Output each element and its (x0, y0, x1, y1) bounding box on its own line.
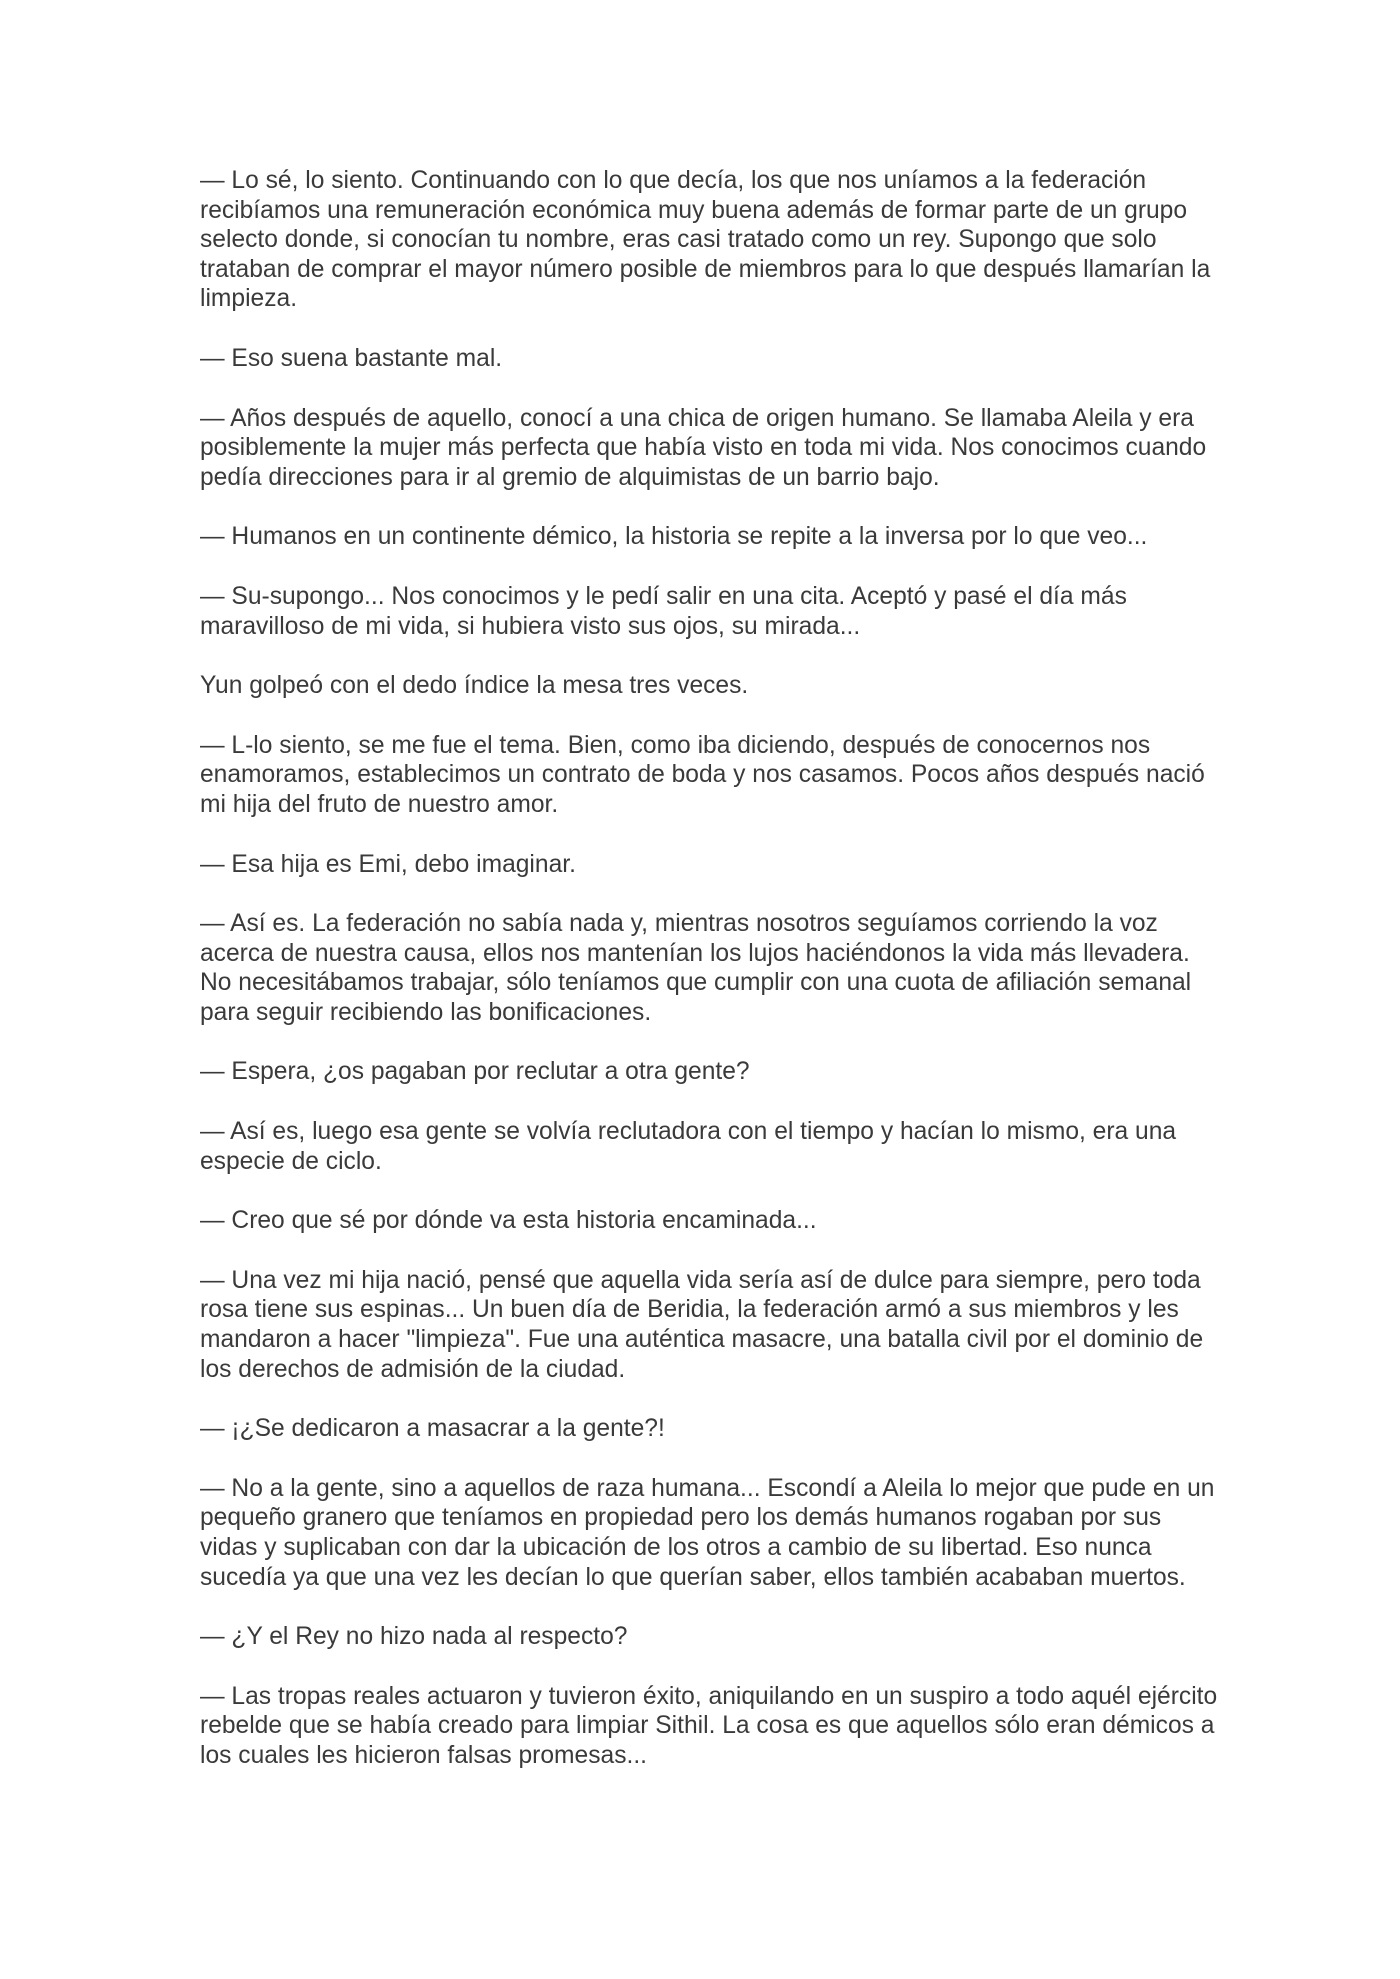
paragraph-8: — Esa hija es Emi, debo imaginar. (200, 850, 576, 878)
paragraph-15: — No a la gente, sino a aquellos de raza humana... Escondí a Aleila lo mejor que pude en un pequeño granero que teníamos en propiedad pero los demás humanos rogaban por sus vidas y suplicaban con dar la ubicación de los otros a cambio de su libertad. Eso nunca sucedía ya que una vez les decían lo que querían saber, ellos también acababan muertos. (200, 1474, 1215, 1591)
document-page (200, 166, 1220, 1801)
paragraph-7: — L-lo siento, se me fue el tema. Bien, como iba diciendo, después de conocernos nos enamoramos, establecimos un contrato de boda y nos casamos. Pocos años después nació mi hija del fruto de nuestro amor. (200, 731, 1205, 818)
paragraph-6: Yun golpeó con el dedo índice la mesa tres veces. (200, 672, 749, 700)
paragraph-2: — Eso suena bastante mal. (200, 344, 503, 372)
paragraph-17: — Las tropas reales actuaron y tuvieron éxito, aniquilando en un suspiro a todo aquél ejército rebelde que se había creado para limpiar Sithil. La cosa es que aquellos sólo eran démicos a los cuales les hicieron falsas promesas... (200, 1682, 1218, 1769)
paragraph-5: — Su-supongo... Nos conocimos y le pedí salir en una cita. Aceptó y pasé el día más maravilloso de mi vida, si hubiera visto sus ojos, su mirada... (200, 582, 1127, 640)
paragraph-13: — Una vez mi hija nació, pensé que aquella vida sería así de dulce para siempre, pero toda rosa tiene sus espinas... Un buen día de Beridia, la federación armó a sus miembros y les mandaron a hacer "limpieza". Fue una auténtica masacre, una batalla civil por el dominio de los derechos de admisión de la ciudad. (200, 1266, 1204, 1383)
paragraph-14: — ¡¿Se dedicaron a masacrar a la gente?! (200, 1415, 665, 1443)
paragraph-11: — Así es, luego esa gente se volvía reclutadora con el tiempo y hacían lo mismo, era una especie de ciclo. (200, 1118, 1177, 1175)
paragraph-9: — Así es. La federación no sabía nada y, mientras nosotros seguíamos corriendo la voz acerca de nuestra causa, ellos nos mantenían los lujos haciéndonos la vida más llevadera. No necesitábamos trabajar, sólo teníamos que cumplir con una cuota de afiliación semanal para seguir recibiendo las bonificaciones. (200, 910, 1192, 1026)
paragraph-12: — Creo que sé por dónde va esta historia encaminada... (200, 1207, 817, 1235)
paragraph-3: — Años después de aquello, conocí a una chica de origen humano. Se llamaba Aleila y era posiblemente la mujer más perfecta que había visto en toda mi vida. Nos conocimos cuando pedía direcciones para ir al gremio de alquimistas de un barrio bajo. (200, 404, 1207, 491)
paragraph-10: — Espera, ¿os pagaban por reclutar a otra gente? (200, 1058, 750, 1086)
paragraph-4: — Humanos en un continente démico, la historia se repite a la inversa por lo que veo... (200, 523, 1148, 551)
paragraph-16: — ¿Y el Rey no hizo nada al respecto? (200, 1623, 628, 1651)
paragraph-1: — Lo sé, lo siento. Continuando con lo que decía, los que nos uníamos a la federación recibíamos una remuneración económica muy buena además de formar parte de un grupo selecto donde, si conocían tu nombre, eras casi tratado como un rey. Supongo que solo trataban de comprar el mayor número posible de miembros para lo que después llamarían la limpieza. (200, 167, 1211, 313)
